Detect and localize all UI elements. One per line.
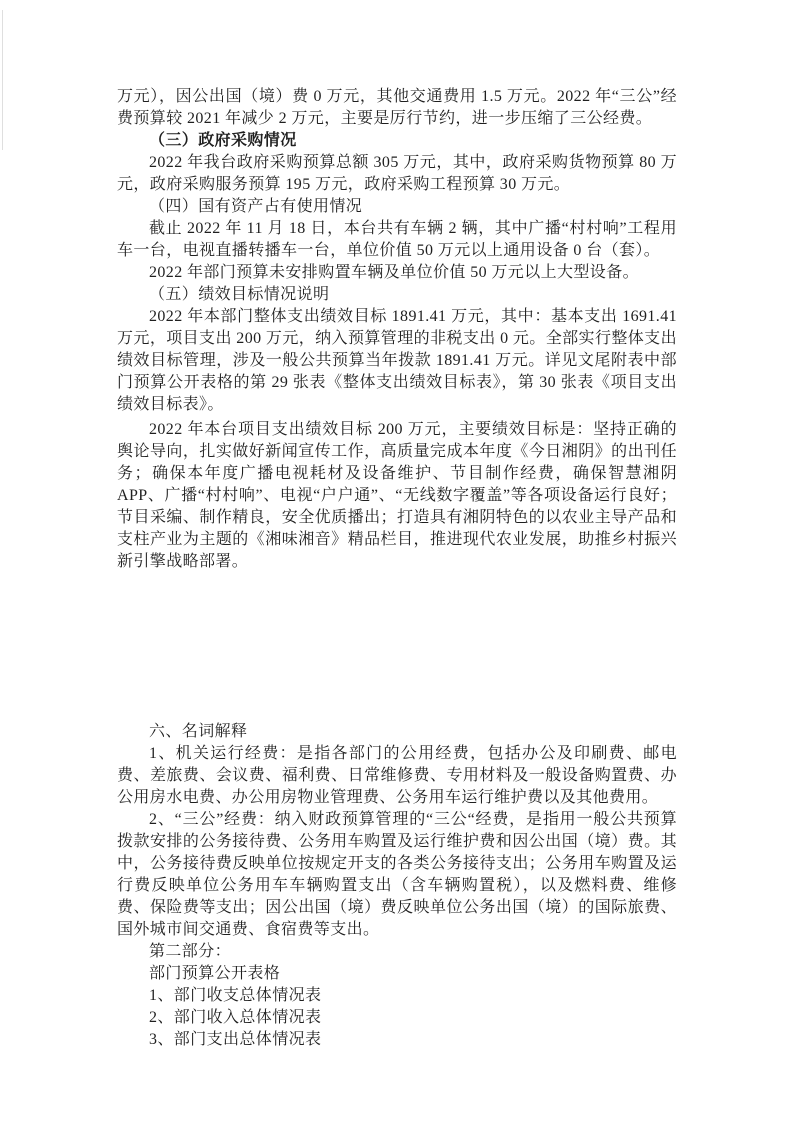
list-item-table-1-revenue-expenditure: 1、部门收支总体情况表: [149, 987, 322, 1004]
paragraph-project-performance-target: 2022 年本台项目支出绩效目标 200 万元，主要绩效目标是：坚持正确的舆论导向，扎实做好新闻宣传工作，高质量完成本年度《今日湘阴》的出刊任务；确保本年度广播电视耗材及设备维护、节目制作经费，确保智慧湘阴 APP、广播“村村响”、电视“户户通”、“无线数字覆盖”等各项设备运行良好；节目采编、制作精良，安全优质播出；打造具有湘阴特色的以农业主导产品和支柱产业为主题的《湘味湘音》精品栏目，推进现代农业发展，助推乡村振兴新引擎战略部署。: [117, 421, 677, 570]
paragraph-glossary-three-public-funds: 2、“三公”经费：纳入财政预算管理的“三公“经费，是指用一般公共预算拨款安排的公务接待费、公务用车购置及运行维护费和因公出国（境）费。其中，公务接待费反映单位按规定开支的各类公务接待支出；公务用车购置及运行费反映单位公务用车车辆购置支出（含车辆购置税），以及燃料费、维修费、保险费等支出；因公出国（境）费反映单位公务出国（境）的国际旅费、国外城市间交通费、食宿费等支出。: [117, 811, 677, 938]
list-item-table-2-revenue: 2、部门收入总体情况表: [149, 1009, 322, 1026]
heading-section-4-state-assets: （四）国有资产占有使用情况: [149, 198, 363, 215]
page-edge-artifact: [2, 10, 3, 150]
list-item-table-3-expenditure: 3、部门支出总体情况表: [149, 1031, 322, 1048]
heading-section-6-glossary: 六、名词解释: [149, 723, 248, 740]
document-content: [117, 86, 677, 1051]
heading-section-5-performance-targets: （五）绩效目标情况说明: [149, 286, 330, 303]
line-budget-disclosure-tables-title: 部门预算公开表格: [149, 965, 281, 982]
line-part-two-label: 第二部分：: [149, 943, 232, 960]
paragraph-three-public-funds-continuation: 万元），因公出国（境）费 0 万元，其他交通费用 1.5 万元。2022 年“三公”经费预算较 2021 年减少 2 万元，主要是厉行节约，进一步压缩了三公经费。: [117, 88, 677, 127]
paragraph-glossary-operating-expenses: 1、机关运行经费：是指各部门的公用经费，包括办公及印刷费、邮电费、差旅费、会议费、福利费、日常维修费、专用材料及一般设备购置费、办公用房水电费、办公用房物业管理费、公务用车运行维护费以及其他费用。: [117, 745, 677, 806]
paragraph-no-purchase-plan: 2022 年部门预算未安排购置车辆及单位价值 50 万元以上大型设备。: [149, 264, 640, 281]
paragraph-procurement-budget: 2022 年我台政府采购预算总额 305 万元，其中，政府采购货物预算 80 万元，政府采购服务预算 195 万元，政府采购工程预算 30 万元。: [117, 154, 677, 193]
heading-section-3-government-procurement: （三）政府采购情况: [149, 132, 297, 149]
paragraph-vehicles-equipment: 截止 2022 年 11 月 18 日，本台共有车辆 2 辆，其中广播“村村响”工程用车一台，电视直播转播车一台，单位价值 50 万元以上通用设备 0 台（套）。: [117, 220, 677, 259]
paragraph-overall-performance-target: 2022 年本部门整体支出绩效目标 1891.41 万元，其中：基本支出 1691.41 万元，项目支出 200 万元，纳入预算管理的非税支出 0 元。全部实行整体支出绩效目标管理，涉及一般公共预算当年拨款 1891.41 万元。详见文尾附表中部门预算公开表格的第 29 张表《整体支出绩效目标表》，第 30 张表《项目支出绩效目标表》。: [117, 308, 677, 413]
